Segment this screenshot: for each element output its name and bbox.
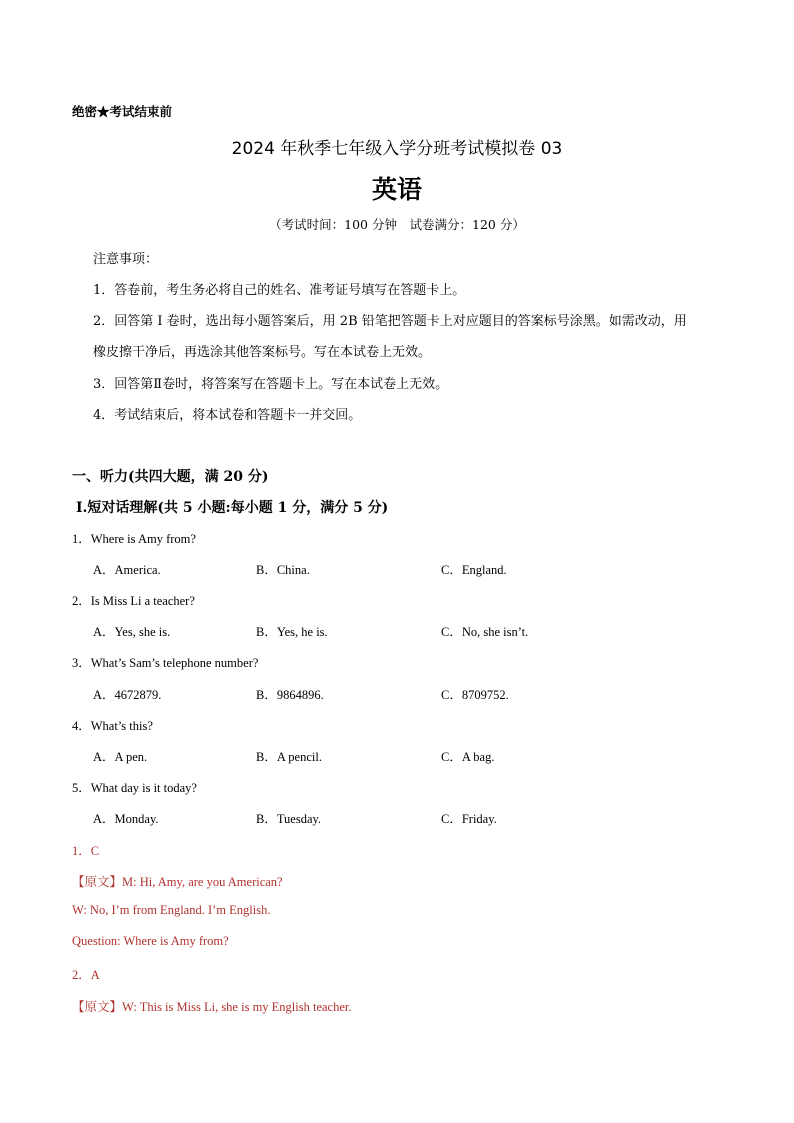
option-a: A．Monday. (93, 812, 159, 826)
note-item: 3．回答第Ⅱ卷时，将答案写在答题卡上。写在本试卷上无效。 (93, 377, 449, 392)
option-c: C．Friday. (441, 812, 497, 826)
note-item: 1．答卷前，考生务必将自己的姓名、准考证号填写在答题卡上。 (93, 283, 466, 298)
option-a: A．America. (93, 563, 161, 577)
option-b: B．China. (256, 563, 310, 577)
option-b: B．A pencil. (256, 750, 322, 764)
option-a: A．4672879. (93, 688, 162, 702)
option-c: C．A bag. (441, 750, 495, 764)
option-b: B．Yes, he is. (256, 625, 328, 639)
option-b: B．9864896. (256, 688, 324, 702)
option-a: A．Yes, she is. (93, 625, 171, 639)
note-item: 2．回答第 I 卷时，选出每小题答案后，用 2B 铅笔把答题卡上对应题目的答案标号涂黑。如需改动，用 (93, 314, 687, 329)
section-heading: 一、听力(共四大题，满 20 分) (72, 469, 269, 485)
transcript-question: Question: Where is Amy from? (72, 934, 229, 948)
note-item: 4．考试结束后，将本试卷和答题卡一并交回。 (93, 408, 362, 423)
question-text: 2．Is Miss Li a teacher? (72, 594, 195, 608)
note-item-continuation: 橡皮擦干净后，再选涂其他答案标号。写在本试卷上无效。 (93, 345, 432, 360)
subject-title: 英语 (371, 175, 422, 204)
transcript-line: W: No, I’m from England. I’m English. (72, 903, 271, 917)
question-text: 1．Where is Amy from? (72, 532, 196, 546)
document-title: 2024 年秋季七年级入学分班考试模拟卷 03 (231, 139, 563, 159)
answer-key: 1．C (72, 844, 100, 858)
option-c: C．England. (441, 563, 507, 577)
transcript-line: 【原文】W: This is Miss Li, she is my English teacher. (72, 1000, 352, 1014)
notes-heading: 注意事项： (93, 252, 159, 267)
answer-key: 2．A (72, 968, 100, 982)
exam-info: （考试时间：100 分钟 试卷满分：120 分） (269, 217, 525, 232)
question-text: 4．What’s this? (72, 719, 153, 733)
part-heading: Ⅰ.短对话理解(共 5 小题:每小题 1 分，满分 5 分) (76, 500, 389, 516)
option-a: A．A pen. (93, 750, 148, 764)
option-b: B．Tuesday. (256, 812, 322, 826)
question-text: 3．What’s Sam’s telephone number? (72, 656, 259, 670)
option-c: C．No, she isn’t. (441, 625, 529, 639)
question-text: 5．What day is it today? (72, 781, 197, 795)
secret-mark: 绝密★考试结束前 (72, 104, 173, 119)
option-c: C．8709752. (441, 688, 509, 702)
transcript-line: 【原文】M: Hi, Amy, are you American? (72, 875, 283, 889)
